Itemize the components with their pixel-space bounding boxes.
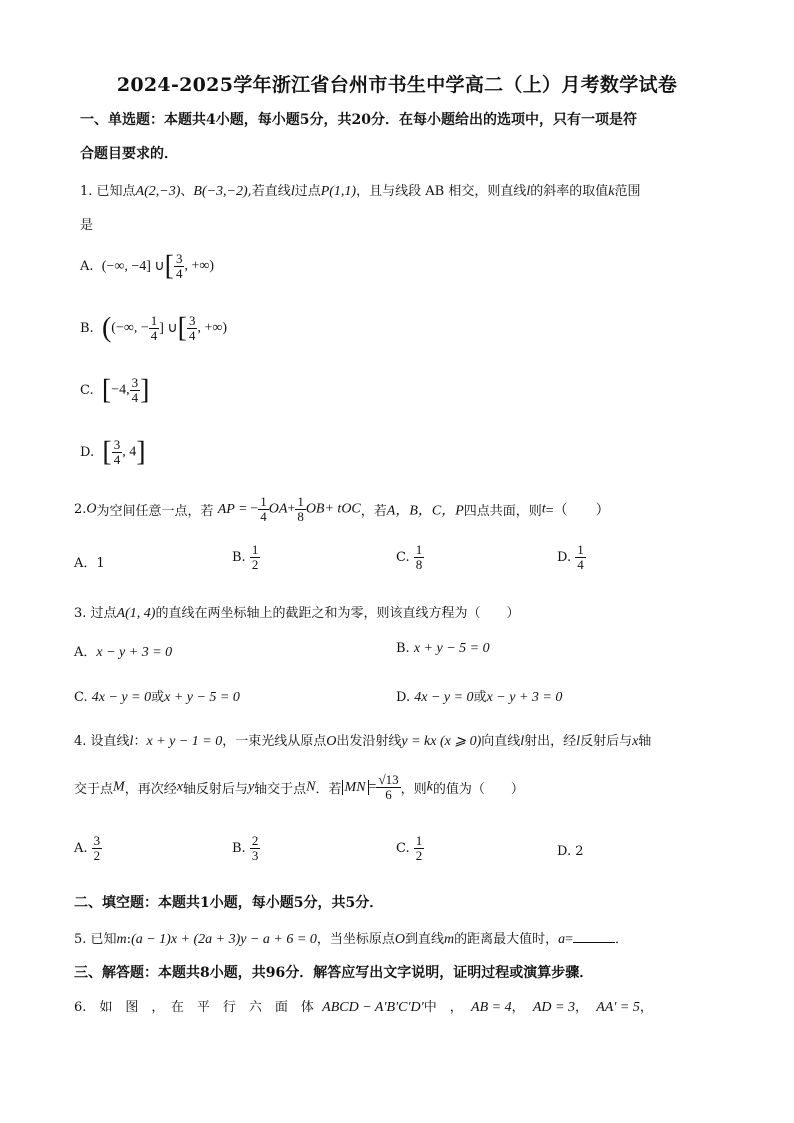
answer-blank[interactable] xyxy=(573,930,615,943)
question-2: 2.O为空间任意一点，若 AP = − $\frac{1}{4}$ OA+ $\frac{1}{8}$ OB+ tOC，若A，B，C，P四点共面，则t=（ ） xyxy=(74,494,610,524)
q2-option-d: D. $\frac{1}{4}$ xyxy=(557,542,584,572)
q2-option-a: A．1 xyxy=(74,556,105,571)
q1-option-a: A. (−∞, −4] ∪[ $\frac{3}{4}$ , +∞) xyxy=(80,250,215,282)
question-4: 4. 设直线l：x + y − 1 = 0，一束光线从原点O出发沿射线y = kx (x ⩾ 0)向直线l射出，经l反射后与x轴 xyxy=(74,734,652,749)
section-1-heading: 一、单选题：本题共4小题，每小题5分，共20分．在每小题给出的选项中，只有一项是符 xyxy=(80,112,637,128)
q4-option-a: A. $\frac{3}{2}$ xyxy=(74,833,101,863)
section-1-heading-cont: 合题目要求的． xyxy=(80,146,178,162)
q1-option-d: D. [ $\frac{3}{4}$ , 4] xyxy=(80,436,146,468)
q3-option-b: B. x + y − 5 = 0 xyxy=(396,641,490,656)
page-title: 2024-2025学年浙江省台州市书生中学高二（上）月考数学试卷 xyxy=(116,74,678,96)
question-4-cont: 交于点M，再次经x轴反射后与y轴交于点N．若 MN = $\frac{√13}{6}$ ，则k的值为（ ） xyxy=(74,772,524,802)
question-1-cont: 是 xyxy=(80,218,94,233)
q3-option-a: A．x − y + 3 = 0 xyxy=(74,645,173,660)
q1-option-c: C. [−4, $\frac{3}{4}$ ] xyxy=(80,374,150,406)
section-2-heading: 二、填空题：本题共1小题，每小题5分，共5分． xyxy=(74,895,384,911)
q3-option-c: C. 4x − y = 0或x + y − 5 = 0 xyxy=(74,690,240,705)
question-3: 3. 过点A(1, 4)的直线在两坐标轴上的截距之和为零，则该直线方程为（ ） xyxy=(74,606,520,621)
question-6: 6. 如 图 ， 在 平 行 六 面 体 ABCD − A′B′C′D′中 ， AB = 4， AD = 3， AA′ = 5， xyxy=(74,1000,653,1015)
question-5: 5. 已知m:(a − 1)x + (2a + 3)y − a + 6 = 0，当坐标原点O到直线m的距离最大值时，a= ． xyxy=(74,932,629,947)
question-1: 1. 已知点A(2,−3)、B(−3,−2),若直线l过点P(1,1)，且与线段 AB 相交，则直线l的斜率的取值k范围 xyxy=(80,184,641,199)
section-3-heading: 三、解答题：本题共8小题，共96分．解答应写出文字说明，证明过程或演算步骤． xyxy=(74,965,594,981)
q2-option-c: C. $\frac{1}{8}$ xyxy=(396,542,423,572)
q4-option-d: D. 2 xyxy=(557,844,584,859)
q4-option-c: C. $\frac{1}{2}$ xyxy=(396,833,423,863)
q1-option-b: B. ((−∞, − $\frac{1}{4}$ ] ∪[ $\frac{3}{4}$ , +∞) xyxy=(80,312,228,344)
q3-option-d: D. 4x − y = 0或x − y + 3 = 0 xyxy=(396,690,563,705)
q4-option-b: B. $\frac{2}{3}$ xyxy=(232,833,259,863)
q2-option-b: B. $\frac{1}{2}$ xyxy=(232,542,259,572)
